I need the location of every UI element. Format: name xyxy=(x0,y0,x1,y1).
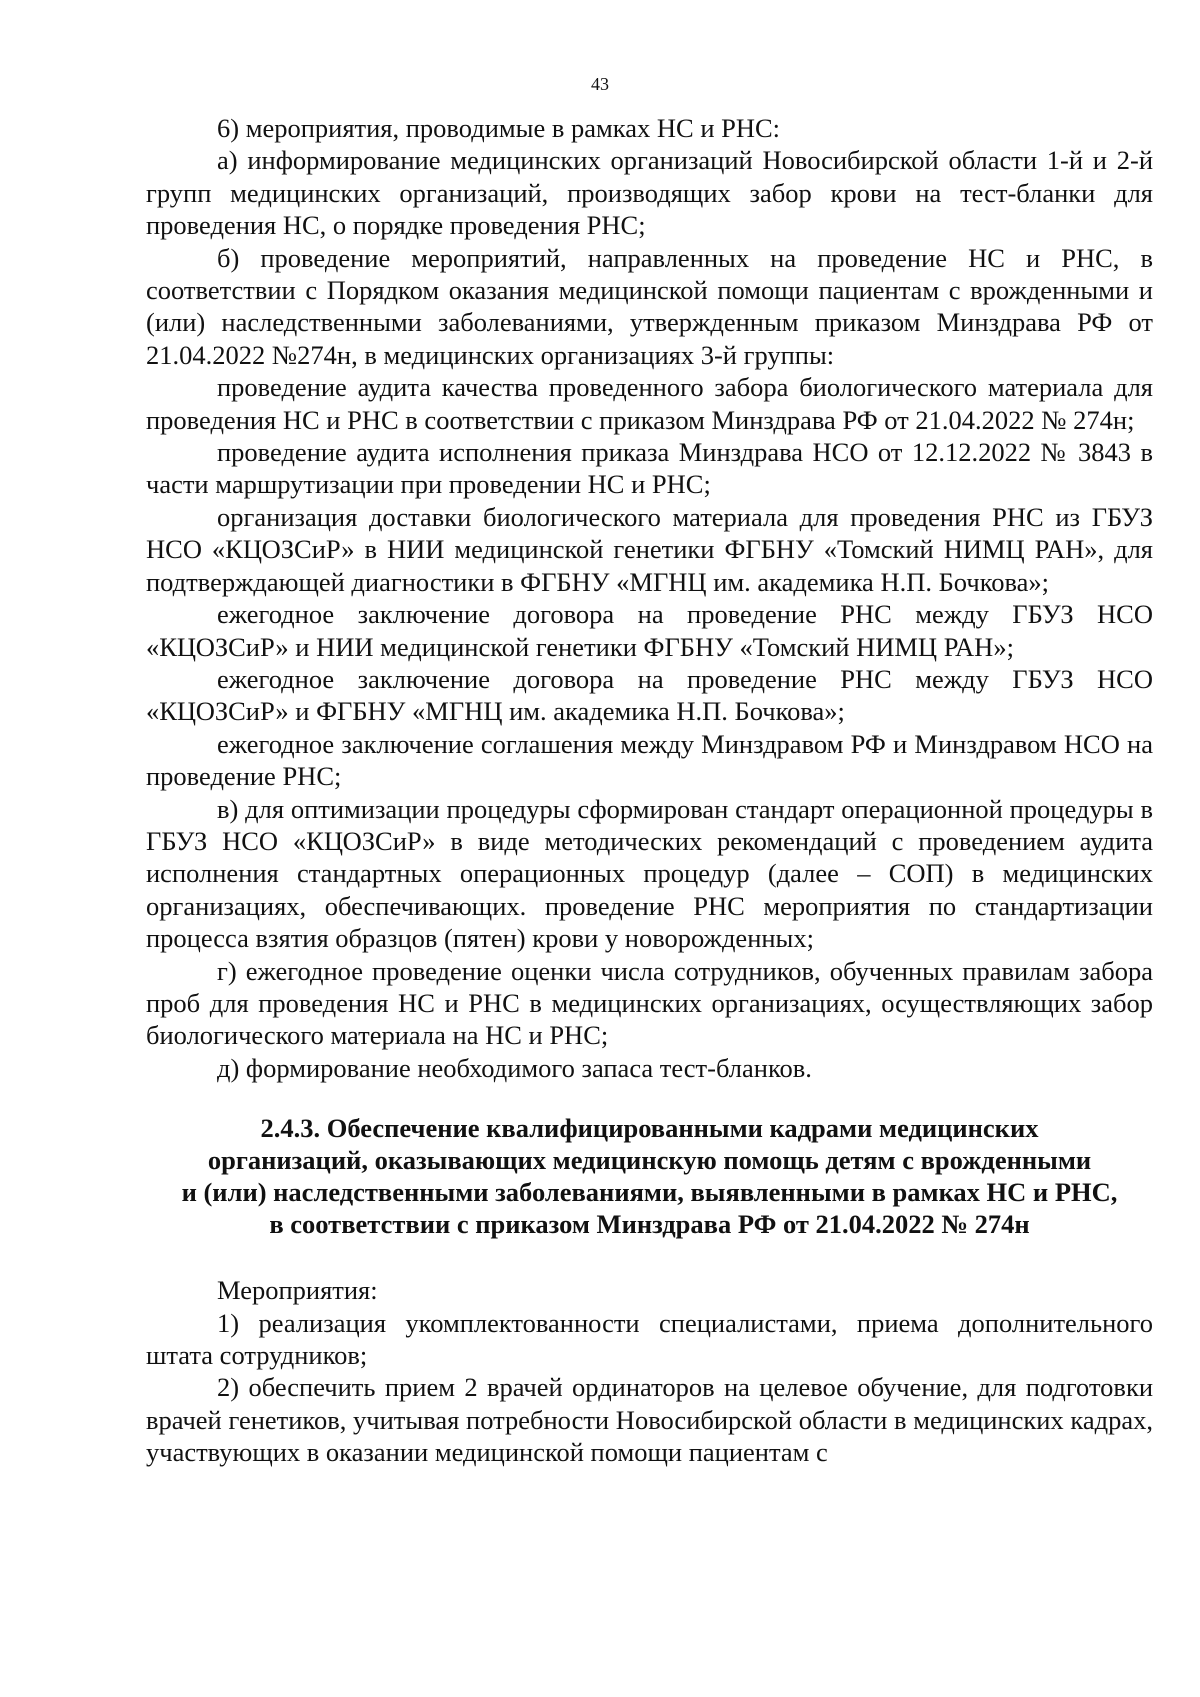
document-body xyxy=(146,112,1153,1469)
page-number: 43 xyxy=(591,74,609,94)
paragraph: Мероприятия: xyxy=(217,1275,378,1306)
paragraph: 2) обеспечить прием 2 врачей ординаторов на целевое обучение, для подготовки врачей генетиков, учитывая потребности Новосибирской области в медицинских кадрах, участвующих в оказании медицинской помощи пациентам с xyxy=(146,1372,1153,1468)
paragraph: г) ежегодное проведение оценки числа сотрудников, обученных правилам забора проб для проведения НС и РНС в медицинских организациях, осуществляющих забор биологического материала на НС и РНС; xyxy=(146,955,1153,1051)
paragraph: 1) реализация укомплектованности специалистами, приема дополнительного штата сотрудников; xyxy=(146,1307,1153,1370)
paragraph: в) для оптимизации процедуры сформирован стандарт операционной процедуры в ГБУЗ НСО «КЦОЗСиР» в виде методических рекомендаций с проведением аудита исполнения стандартных операционных процедур (далее – СОП) в медицинских организациях, обеспечивающих. проведение РНС мероприятия по стандартизации процесса взятия образцов (пятен) крови у новорожденных; xyxy=(146,793,1153,954)
spacer xyxy=(146,1240,1153,1274)
paragraph: б) проведение мероприятий, направленных на проведение НС и РНС, в соответствии с Порядком оказания медицинской помощи пациентам с врожденными и (или) наследственными заболеваниями, утвержденным приказом Минздрава РФ от 21.04.2022 №274н, в медицинских организациях 3-й группы: xyxy=(146,242,1153,370)
paragraph: проведение аудита исполнения приказа Минздрава НСО от 12.12.2022 № 3843 в части маршрутизации при проведении НС и РНС; xyxy=(146,437,1153,500)
paragraph: ежегодное заключение договора на проведение РНС между ГБУЗ НСО «КЦОЗСиР» и НИИ медицинской генетики ФГБНУ «Томский НИМЦ РАН»; xyxy=(146,599,1153,662)
heading-line: 2.4.3. Обеспечение квалифицированными кадрами медицинских xyxy=(260,1113,1039,1144)
paragraph: организация доставки биологического материала для проведения РНС из ГБУЗ НСО «КЦОЗСиР» в НИИ медицинской генетики ФГБНУ «Томский НИМЦ РАН», для подтверждающей диагностики в ФГБНУ «МГНЦ им. академика Н.П. Бочкова»; xyxy=(146,501,1153,597)
paragraph: ежегодное заключение договора на проведение РНС между ГБУЗ НСО «КЦОЗСиР» и ФГБНУ «МГНЦ им. академика Н.П. Бочкова»; xyxy=(146,663,1153,727)
paragraph: ежегодное заключение соглашения между Минздравом РФ и Минздравом НСО на проведение РНС; xyxy=(146,728,1153,792)
paragraph: д) формирование необходимого запаса тест-бланков. xyxy=(217,1052,812,1083)
paragraph: а) информирование медицинских организаций Новосибирской области 1-й и 2-й групп медицинских организаций, производящих забор крови на тест-бланки для проведения НС, о порядке проведения РНС; xyxy=(146,145,1153,241)
heading-line: в соответствии с приказом Минздрава РФ от 21.04.2022 № 274н xyxy=(269,1209,1030,1240)
heading-line: организаций, оказывающих медицинскую помощь детям с врожденными xyxy=(207,1145,1092,1176)
heading-line: и (или) наследственными заболеваниями, выявленными в рамках НС и РНС, xyxy=(181,1177,1118,1208)
paragraph: 6) мероприятия, проводимые в рамках НС и РНС: xyxy=(217,113,781,143)
section-heading xyxy=(146,1112,1153,1240)
paragraph: проведение аудита качества проведенного забора биологического материала для проведения НС и РНС в соответствии с приказом Минздрава РФ от 21.04.2022 № 274н; xyxy=(146,372,1153,435)
